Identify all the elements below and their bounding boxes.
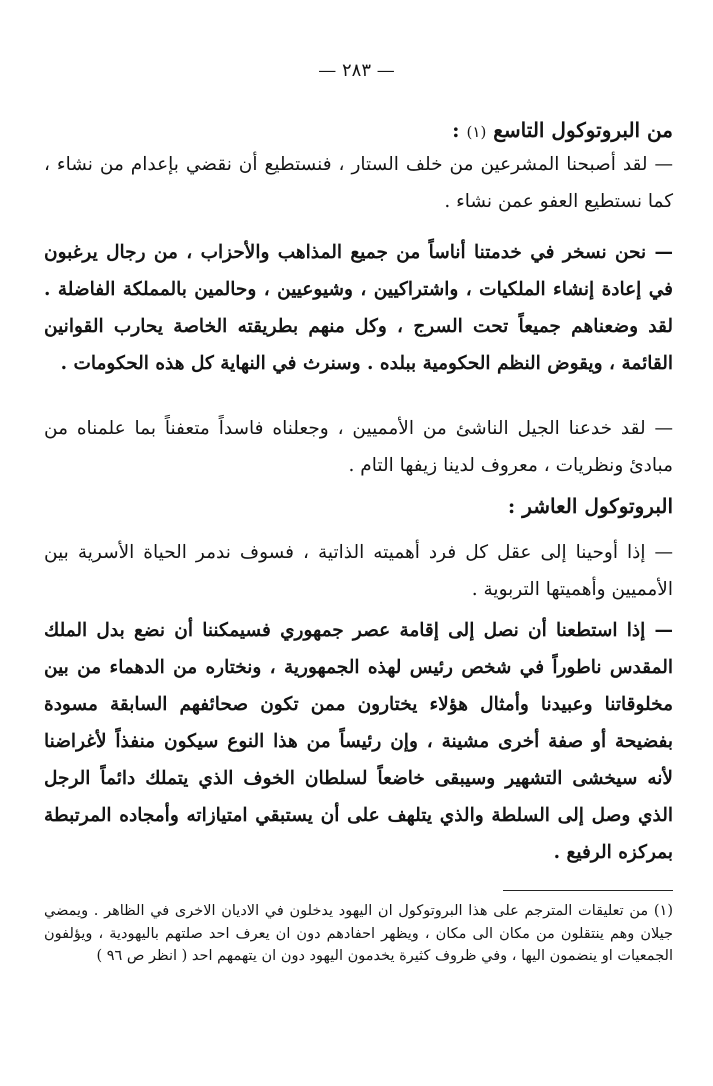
heading-protocol-9: [44, 118, 673, 142]
heading-protocol-9-text: من البروتوكول التاسع: [493, 118, 673, 142]
footnote-separator: [503, 890, 673, 891]
footnote: (١) من تعليقات المترجم على هذا البروتوكول ان اليهود يدخلون في الاديان الاخرى في الظاهر . ويمضي جيلان وهم ينتقلون من مكان الى مكان ، ويظهر احفادهم دون ان يعرف احد صلتهم باليهودية ، ويؤلفون الجمعيات او ينضمون اليها ، وفي ظروف كثيرة يخدمون اليهود دون ان يتهمهم احد ( انظر ص ٩٦ ): [44, 903, 673, 964]
protocol-9-paragraph-1: — لقد أصبحنا المشرعين من خلف الستار ، فنستطيع أن نقضي بإعدام من نشاء ، كما نستطيع العفو عمن نشاء .: [44, 154, 673, 212]
page-number: — ٢٨٣ —: [318, 60, 395, 81]
protocol-10-paragraph-1: — إذا أوحينا إلى عقل كل فرد أهميته الذاتية ، فسوف ندمر الحياة الأسرية بين الأمميين وأهميتها التربوية .: [44, 542, 673, 600]
protocol-9-paragraph-3: — لقد خدعنا الجيل الناشئ من الأمميين ، وجعلناه فاسداً متعفناً بما علمناه من مبادئ ونظريات ، معروف لدينا زيفها التام .: [44, 418, 673, 476]
heading-protocol-9-colon: :: [452, 118, 460, 142]
footnote-reference: (١): [466, 123, 487, 141]
protocol-9-paragraph-2: — نحن نسخر في خدمتنا أناساً من جميع المذاهب والأحزاب ، من رجال يرغبون في إعادة إنشاء الملكيات ، واشتراكيين ، وشيوعيين ، وحالمين بالمملكة الفاضلة . لقد وضعناهم جميعاً تحت السرج ، وكل منهم بطريقته الخاصة يحارب القوانين القائمة ، ويقوض النظم الحكومية ببلده . وسنرث في النهاية كل هذه الحكومات .: [44, 242, 673, 374]
heading-protocol-10: البروتوكول العاشر :: [507, 494, 673, 518]
protocol-10-paragraph-2: — إذا استطعنا أن نصل إلى إقامة عصر جمهوري فسيمكننا أن نضع بدل الملك المقدس ناطوراً في شخص رئيس لهذه الجمهورية ، ونختاره من الدهماء من بين مخلوقاتنا وعبيدنا وأمثال هؤلاء يختارون ممن تكون صحائفهم السابقة مسودة بفضيحة أو صفة أخرى مشينة ، وإن رئيساً من هذا النوع سيكون منفذاً لأغراضنا لأنه سيخشى التشهير وسيبقى خاضعاً لسلطان الخوف الذي يتملك دائماً الرجل الذي وصل إلى السلطة والذي يتلهف على أن يستبقي امتيازاته وأمجاده المرتبطة بمركزه الرفيع .: [44, 620, 673, 863]
